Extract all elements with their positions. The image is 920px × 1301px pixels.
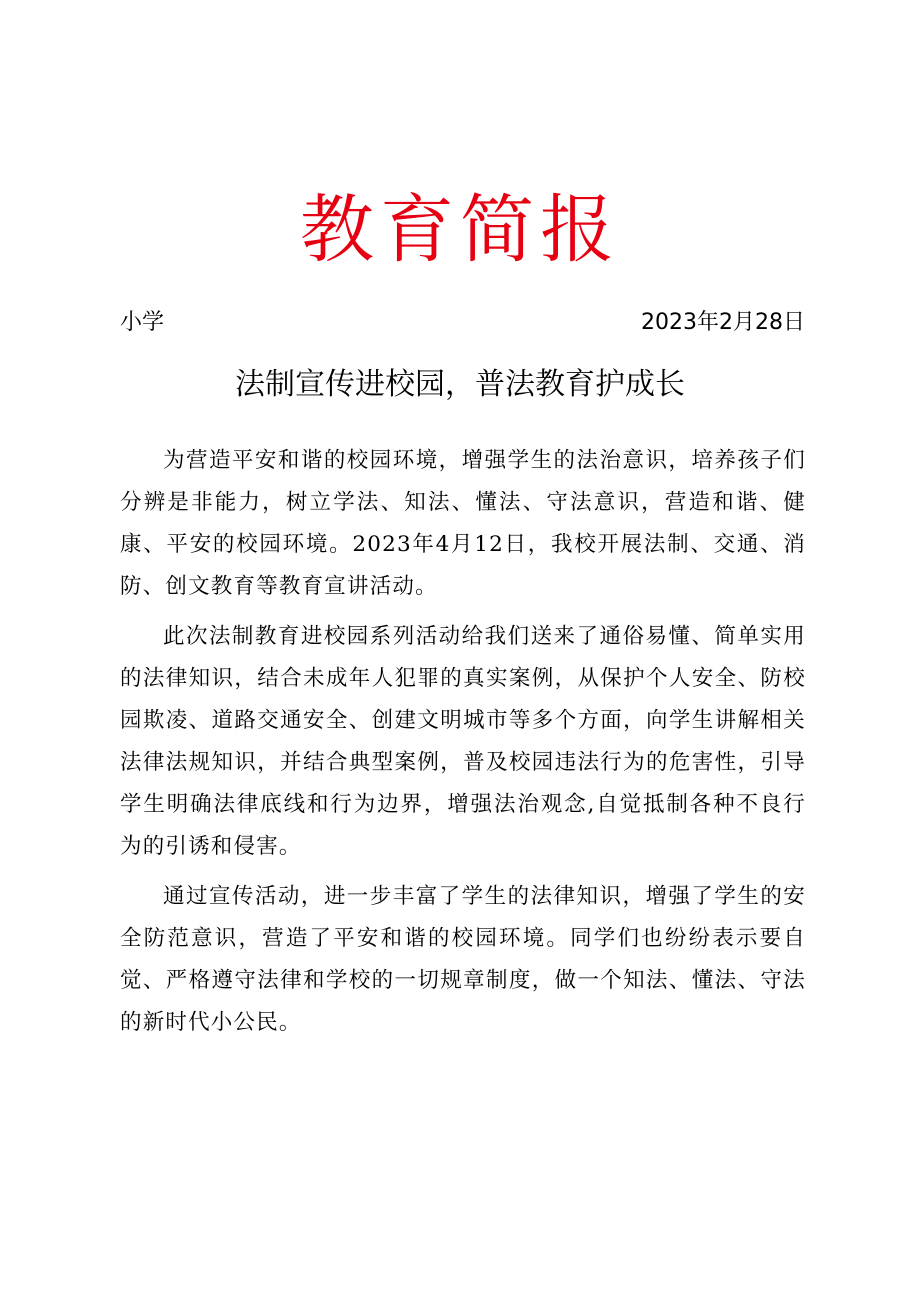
paragraph: 此次法制教育进校园系列活动给我们送来了通俗易懂、简单实用的法律知识，结合未成年人犯罪的真实案例，从保护个人安全、防校园欺凌、道路交通安全、创建文明城市等多个方面，向学生讲解相关法律法规知识，并结合典型案例，普及校园违法行为的危害性，引导学生明确法律底线和行为边界，增强法治观念,自觉抵制各种不良行为的引诱和侵害。 (120, 624, 806, 859)
school-name: 小学 (120, 310, 165, 335)
issue-date: 2023年2月28日 (641, 310, 805, 335)
article-body (120, 440, 806, 1052)
paragraph: 为营造平安和谐的校园环境，增强学生的法治意识，培养孩子们分辨是非能力，树立学法、知法、懂法、守法意识，营造和谐、健康、平安的校园环境。2023年4月12日，我校开展法制、交通、消防、创文教育等教育宣讲活动。 (120, 448, 806, 599)
meta-row (120, 306, 805, 340)
masthead-title: 教育简报 (300, 187, 620, 273)
article-headline: 法制宣传进校园，普法教育护成长 (235, 367, 685, 402)
paragraph: 通过宣传活动，进一步丰富了学生的法律知识，增强了学生的安全防范意识，营造了平安和谐的校园环境。同学们也纷纷表示要自觉、严格遵守法律和学校的一切规章制度，做一个知法、懂法、守法的新时代小公民。 (120, 884, 806, 1035)
